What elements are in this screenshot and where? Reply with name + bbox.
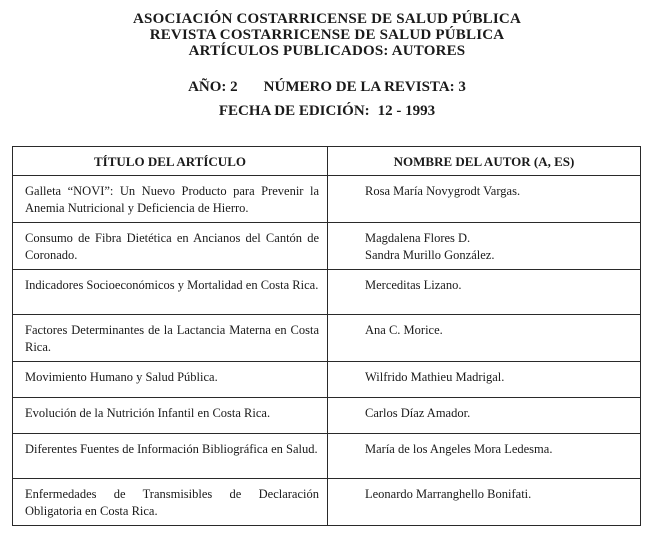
author-name: Magdalena Flores D.: [365, 231, 471, 245]
author-name: María de los Angeles Mora Ledesma.: [365, 442, 553, 456]
article-title: Galleta “NOVI”: Un Nuevo Producto para Prevenir la Anemia Nutricional y Deficiencia de Hierro.: [13, 176, 328, 223]
table-row: [13, 362, 641, 398]
issue-info: [0, 78, 654, 96]
article-title: Consumo de Fibra Dietética en Ancianos del Cantón de Coronado.: [13, 223, 328, 270]
table-row: [13, 315, 641, 362]
author-name: Rosa María Novygrodt Vargas.: [365, 184, 521, 198]
author-name: Merceditas Lizano.: [365, 278, 462, 292]
author-name: Ana C. Morice.: [365, 323, 443, 337]
edition-date: [0, 102, 654, 120]
author-name: Sandra Murillo González.: [365, 248, 495, 262]
article-title: Factores Determinantes de la Lactancia Materna en Costa Rica.: [13, 315, 328, 362]
article-authors: [328, 362, 641, 398]
article-authors: [328, 398, 641, 434]
article-authors: [328, 315, 641, 362]
table-row: [13, 270, 641, 315]
article-authors: [328, 479, 641, 526]
article-authors: [328, 270, 641, 315]
article-authors: [328, 176, 641, 223]
author-name: Wilfrido Mathieu Madrigal.: [365, 370, 505, 384]
edition-date-value: 12 - 1993: [377, 103, 436, 119]
author-name: Leonardo Marranghello Bonifati.: [365, 487, 532, 501]
article-authors: [328, 434, 641, 479]
edition-date-label: FECHA DE EDICIÓN:: [218, 103, 370, 119]
table-row: [13, 479, 641, 526]
article-title: Indicadores Socioeconómicos y Mortalidad en Costa Rica.: [13, 270, 328, 315]
table-row: [13, 223, 641, 270]
issue-year: AÑO: 2: [188, 79, 238, 95]
article-title: Evolución de la Nutrición Infantil en Costa Rica.: [13, 398, 328, 434]
article-title: Diferentes Fuentes de Información Bibliográfica en Salud.: [13, 434, 328, 479]
document-header: [0, 11, 654, 59]
column-header-title: TÍTULO DEL ARTÍCULO: [13, 147, 328, 176]
article-title: Enfermedades de Transmisibles de Declaración Obligatoria en Costa Rica.: [13, 479, 328, 526]
table-row: [13, 434, 641, 479]
table-row: [13, 398, 641, 434]
section-title: ARTÍCULOS PUBLICADOS: AUTORES: [188, 43, 466, 59]
issue-number: NÚMERO DE LA REVISTA: 3: [263, 79, 466, 95]
table-row: [13, 176, 641, 223]
articles-table: [12, 146, 641, 526]
article-title: Movimiento Humano y Salud Pública.: [13, 362, 328, 398]
author-name: Carlos Díaz Amador.: [365, 406, 471, 420]
column-header-author: NOMBRE DEL AUTOR (A, ES): [328, 147, 641, 176]
organization-name: ASOCIACIÓN COSTARRICENSE DE SALUD PÚBLICA: [133, 11, 521, 27]
table-header-row: [13, 147, 641, 176]
article-authors: [328, 223, 641, 270]
journal-name: REVISTA COSTARRICENSE DE SALUD PÚBLICA: [149, 27, 505, 43]
